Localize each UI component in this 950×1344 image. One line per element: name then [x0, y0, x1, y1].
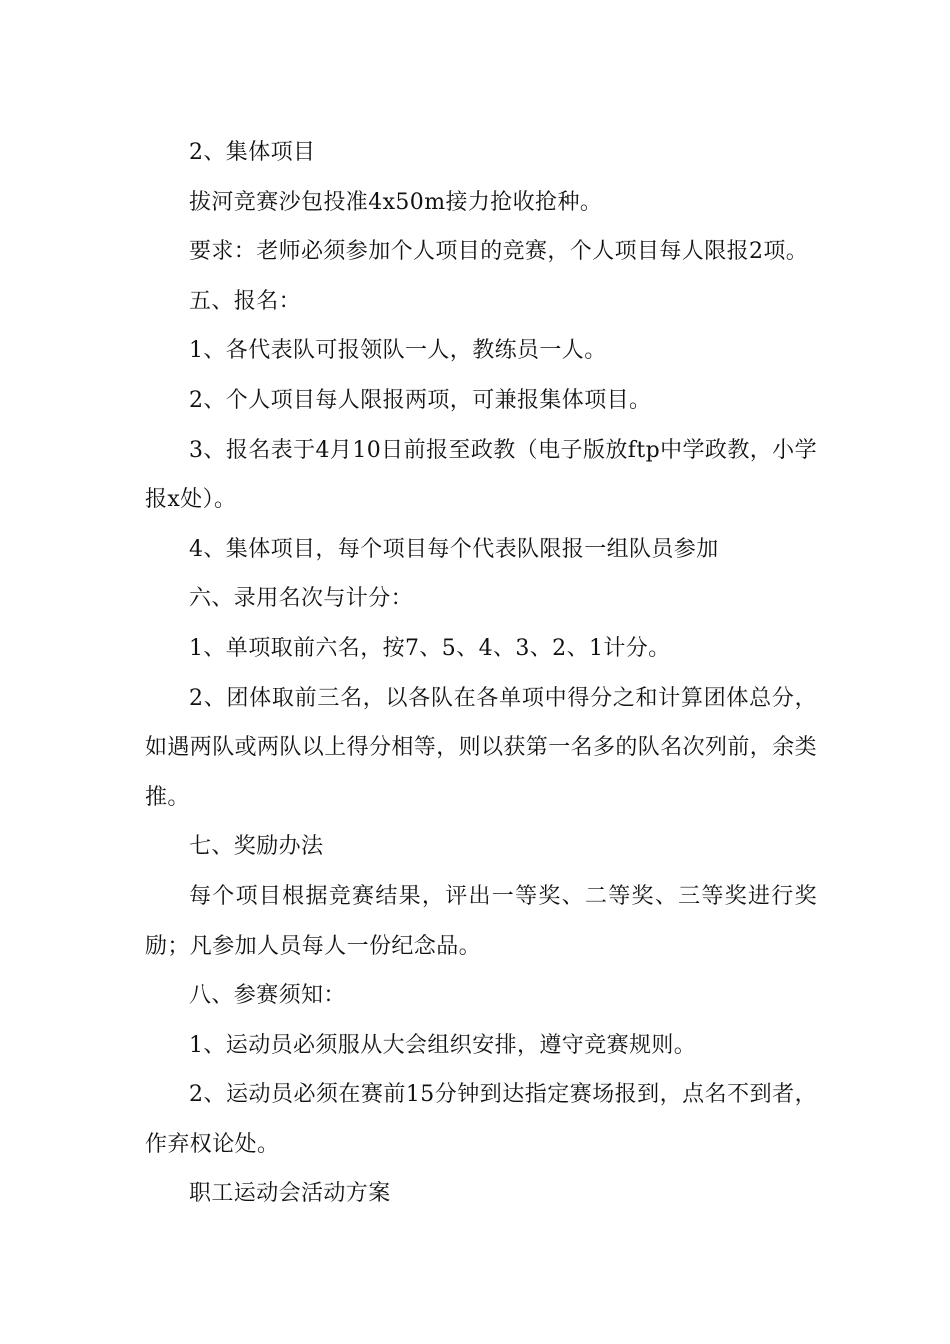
heading-registration: 五、报名： [189, 288, 302, 314]
paragraph-registration-2: 2、个人项目每人限报两项，可兼报集体项目。 [189, 387, 652, 413]
paragraph-rewards: 每个项目根据竞赛结果，评出一等奖、二等奖、三等奖进行奖励；凡参加人员每人一份纪念品。 [145, 883, 817, 959]
paragraph-group-events-list: 拔河竞赛沙包投准4x50m接力抢收抢种。 [189, 189, 603, 215]
paragraph-registration-3: 3、报名表于4月10日前报至政教（电子版放ftp中学政教，小学报x处）。 [145, 437, 817, 513]
paragraph-registration-4: 4、集体项目，每个项目每个代表队限报一组队员参加 [189, 536, 719, 562]
paragraph-registration-1: 1、各代表队可报领队一人，教练员一人。 [189, 338, 607, 364]
heading-ranking-scoring: 六、录用名次与计分： [189, 586, 414, 612]
paragraph-requirement: 要求：老师必须参加个人项目的竞赛，个人项目每人限报2项。 [189, 239, 809, 265]
heading-participation-notes: 八、参赛须知： [189, 983, 346, 1009]
paragraph-notes-1: 1、运动员必须服从大会组织安排，遵守竞赛规则。 [189, 1032, 697, 1058]
paragraph-scoring-2: 2、团体取前三名，以各队在各单项中得分之和计算团体总分，如遇两队或两队以上得分相等，则以获第一名多的队名次列前，余类推。 [145, 685, 818, 810]
document-body [145, 128, 817, 1219]
heading-rewards: 七、奖励办法 [189, 834, 324, 860]
heading-staff-sports-plan: 职工运动会活动方案 [189, 1181, 391, 1207]
paragraph-notes-2: 2、运动员必须在赛前15分钟到达指定赛场报到，点名不到者，作弃权论处。 [145, 1082, 817, 1157]
paragraph-scoring-1: 1、单项取前六名，按7、5、4、3、2、1计分。 [189, 635, 671, 661]
paragraph-group-events: 2、集体项目 [189, 140, 316, 165]
